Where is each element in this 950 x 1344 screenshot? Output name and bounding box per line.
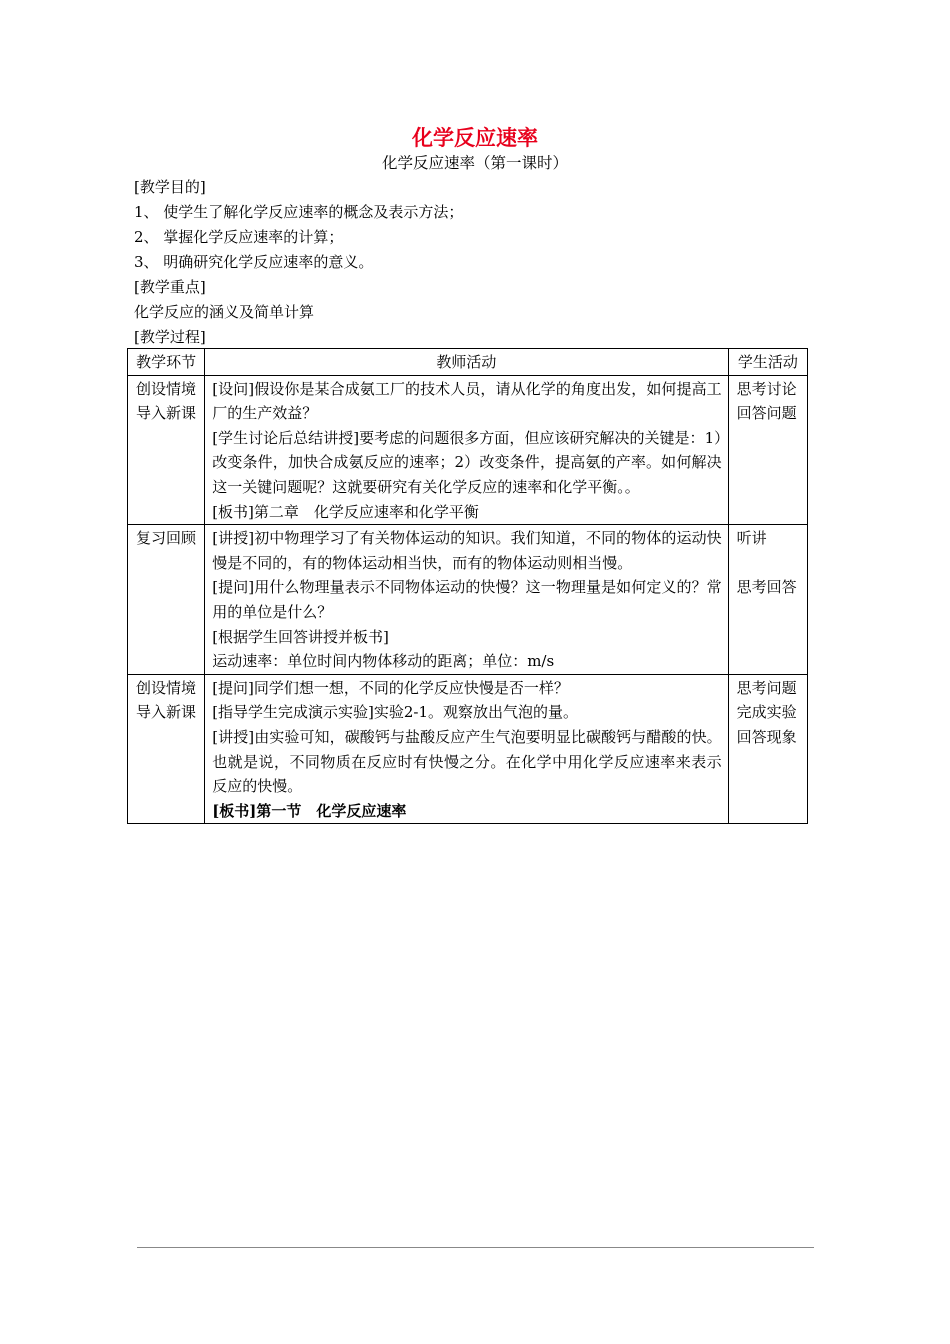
- stage-cell: [128, 674, 205, 824]
- teacher-activity-cell: [205, 674, 728, 824]
- student-activity-cell: [728, 375, 807, 525]
- teacher-activity-cell: [205, 525, 728, 675]
- teacher-paragraph-bold: [板书]第一节 化学反应速率: [212, 801, 407, 820]
- student-line: 听讲: [736, 529, 767, 548]
- student-line: 回答现象: [736, 727, 797, 746]
- teacher-paragraph: [板书]第二章 化学反应速率和化学平衡: [212, 502, 479, 521]
- spacer: [737, 551, 807, 576]
- teacher-paragraph: 运动速率：单位时间内物体移动的距离；单位：m/s: [212, 652, 555, 671]
- objective-item: 2、 掌握化学反应速率的计算；: [134, 228, 344, 246]
- table-row: [128, 525, 808, 675]
- header-teacher-activity: 教师活动: [205, 349, 728, 376]
- process-heading: [教学过程]: [134, 328, 206, 346]
- stage-line: 导入新课: [136, 703, 197, 722]
- intro-section: [134, 175, 814, 350]
- teacher-paragraph: [指导学生完成演示实验]实验2-1。观察放出气泡的量。: [212, 703, 579, 722]
- table-header-row: [128, 349, 808, 376]
- footer-divider: [137, 1247, 814, 1248]
- teacher-paragraph: [讲授]由实验可知，碳酸钙与盐酸反应产生气泡要明显比碳酸钙与醋酸的快。也就是说，不同物质在反应时有快慢之分。在化学中用化学反应速率来表示反应的快慢。: [212, 727, 722, 796]
- document-subtitle: 化学反应速率（第一课时）: [381, 154, 568, 172]
- student-line: 思考讨论: [736, 379, 797, 398]
- header-student-activity: 学生活动: [728, 349, 807, 376]
- stage-line: 导入新课: [136, 404, 197, 423]
- stage-line: 复习回顾: [136, 529, 197, 548]
- lesson-process-table: [127, 348, 808, 824]
- student-line: 思考回答: [736, 578, 797, 597]
- teacher-paragraph: [提问]同学们想一想，不同的化学反应快慢是否一样？: [212, 678, 569, 697]
- objective-item: 1、 使学生了解化学反应速率的概念及表示方法；: [134, 203, 464, 221]
- student-activity-cell: [728, 525, 807, 675]
- table-row: [128, 375, 808, 525]
- teacher-activity-cell: [205, 375, 728, 525]
- teacher-paragraph: [根据学生回答讲授并板书]: [212, 627, 389, 646]
- student-line: 思考问题: [736, 678, 797, 697]
- header-stage: 教学环节: [128, 349, 205, 376]
- stage-line: 创设情境: [136, 379, 197, 398]
- teacher-paragraph: [学生讨论后总结讲授]要考虑的问题很多方面，但应该研究解决的关键是：1）改变条件，加快合成氨反应的速率；2）改变条件，提高氨的产率。如何解决这一关键问题呢？这就要研究有关化学反应的速率和化学平衡。。: [212, 428, 722, 496]
- stage-cell: [128, 525, 205, 675]
- teacher-paragraph: [提问]用什么物理量表示不同物体运动的快慢？这一物理量是如何定义的？常用的单位是什么？: [212, 578, 722, 621]
- teacher-paragraph: [讲授]初中物理学习了有关物体运动的知识。我们知道，不同的物体的运动快慢是不同的，有的物体运动相当快，而有的物体运动则相当慢。: [212, 529, 722, 572]
- objectives-heading: [教学目的]: [134, 178, 206, 196]
- document-title: 化学反应速率: [412, 126, 538, 150]
- teacher-paragraph: [设问]假设你是某合成氨工厂的技术人员，请从化学的角度出发，如何提高工厂的生产效益？: [212, 379, 722, 423]
- student-line: 完成实验: [736, 703, 797, 722]
- student-line: 回答问题: [736, 404, 797, 423]
- key-points-heading: [教学重点]: [134, 278, 206, 296]
- stage-line: 创设情境: [136, 678, 197, 697]
- table-row: [128, 674, 808, 824]
- objective-item: 3、 明确研究化学反应速率的意义。: [134, 253, 374, 271]
- student-activity-cell: [728, 674, 807, 824]
- key-points-text: 化学反应的涵义及简单计算: [134, 303, 315, 321]
- stage-cell: [128, 375, 205, 525]
